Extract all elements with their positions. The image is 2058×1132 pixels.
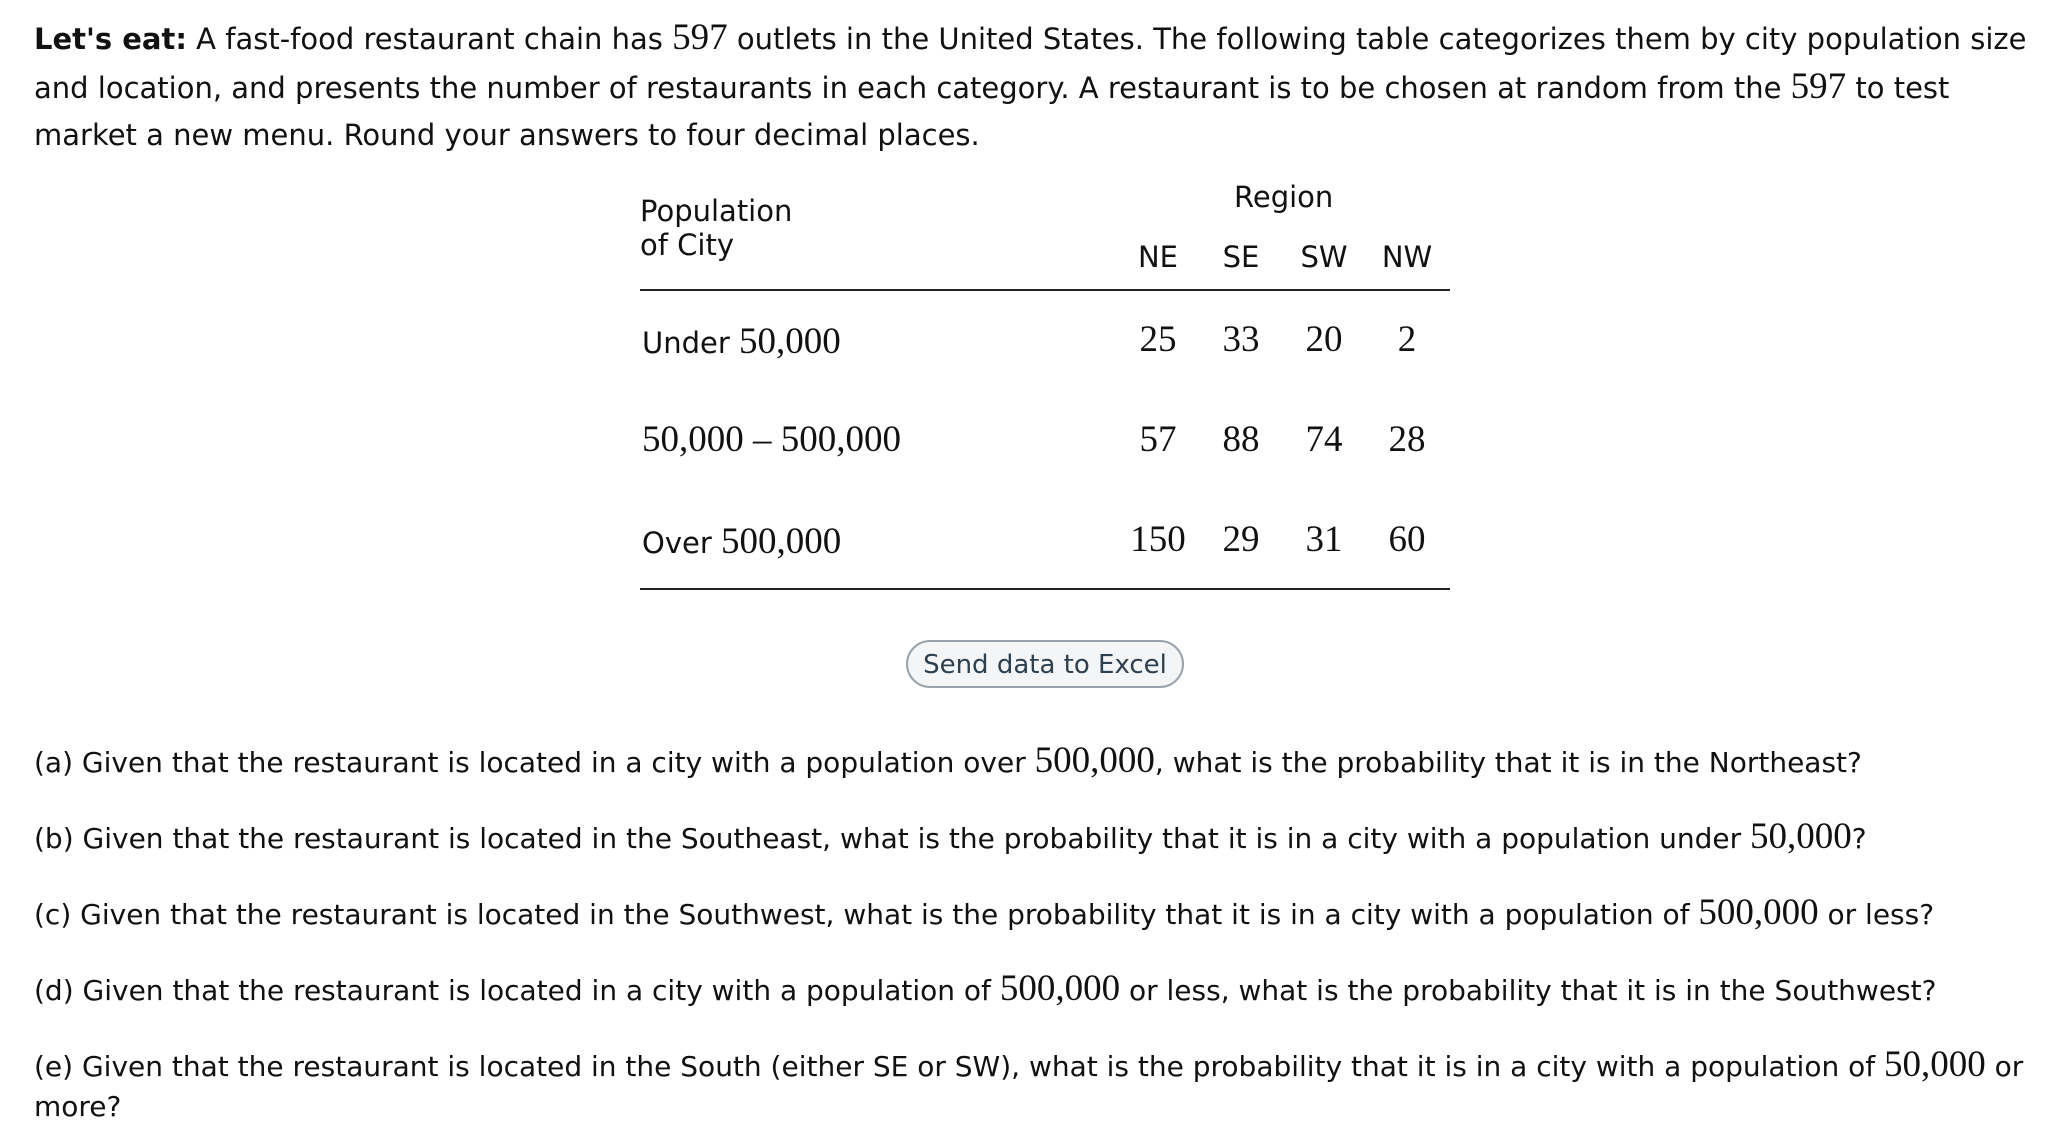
cell-over-sw: 31 [1305,519,1343,560]
intro-text-2: outlets in the United States. The following table categorizes them by city population size and location, and presents the number of restaurants in each category. A restaurant is to be chosen at random from the [34,22,2027,105]
column-header-nw: NW [1381,240,1433,274]
intro-text-1: A fast-food restaurant chain has [186,22,673,56]
population-header-line1: Population [640,194,793,228]
row-label-number: 50,000 – 500,000 [642,419,901,460]
population-header [640,194,792,262]
question-c-number: 500,000 [1698,892,1819,933]
table-top-rule [640,289,1450,291]
question-e-text-2: or more? [34,1050,2024,1123]
intro-lead: Let's eat: [34,22,187,56]
population-header-line2: of City [640,228,735,262]
cell-under-se: 33 [1222,319,1260,360]
restaurant-table [640,178,1450,598]
question-e [34,1045,2044,1127]
row-label-over-500000 [642,520,841,563]
question-b-text-1: (b) Given that the restaurant is located in the Southeast, what is the probability that it is in a city with a population under [34,822,1751,855]
row-label-prefix: Over [642,526,721,560]
row-label-prefix: Under [642,326,739,360]
cell-mid-nw: 28 [1388,419,1426,460]
question-e-text-1: (e) Given that the restaurant is located in the South (either SE or SW), what is the probability that it is in a city with a population of [34,1050,1884,1083]
intro-number-2: 597 [1790,66,1847,107]
question-c-text-2: or less? [1818,898,1935,931]
question-d [34,969,2044,1011]
question-e-number: 50,000 [1883,1044,1986,1085]
column-header-se: SE [1222,240,1260,274]
cell-under-nw: 2 [1397,319,1417,360]
question-c-text-1: (c) Given that the restaurant is located in the Southwest, what is the probability that it is in a city with a population of [34,898,1699,931]
question-a-text-2: , what is the probability that it is in the Northeast? [1154,746,1862,779]
cell-mid-se: 88 [1222,419,1260,460]
column-header-ne: NE [1137,240,1179,274]
row-label-50000-500000 [642,418,901,461]
cell-under-ne: 25 [1139,319,1177,360]
question-a-number: 500,000 [1034,740,1155,781]
column-header-sw: SW [1300,240,1348,274]
question-d-number: 500,000 [999,968,1121,1009]
cell-over-ne: 150 [1130,519,1186,560]
problem-intro [34,14,2034,159]
row-label-number: 500,000 [720,521,842,562]
row-label-number: 50,000 [739,321,841,362]
question-b-text-2: ? [1851,822,1867,855]
question-b [34,817,2044,859]
cell-mid-ne: 57 [1139,419,1177,460]
question-a-text-1: (a) Given that the restaurant is located in a city with a population over [34,746,1035,779]
table-bottom-rule [640,588,1450,590]
question-c [34,893,2044,935]
intro-number-1: 597 [672,17,728,58]
intro-text-3: to test market a new menu. Round your answers to four decimal places. [34,71,1950,152]
row-label-under-50000 [642,320,841,363]
question-a [34,741,2044,783]
cell-over-nw: 60 [1388,519,1426,560]
question-d-text-2: or less, what is the probability that it is in the Southwest? [1120,974,1937,1007]
question-d-text-1: (d) Given that the restaurant is located in a city with a population of [34,974,1000,1007]
cell-under-sw: 20 [1305,319,1343,360]
cell-over-se: 29 [1222,519,1260,560]
cell-mid-sw: 74 [1305,419,1343,460]
send-to-excel-button[interactable]: Send data to Excel [906,640,1184,688]
question-b-number: 50,000 [1750,816,1852,857]
region-header: Region [1234,180,1334,214]
